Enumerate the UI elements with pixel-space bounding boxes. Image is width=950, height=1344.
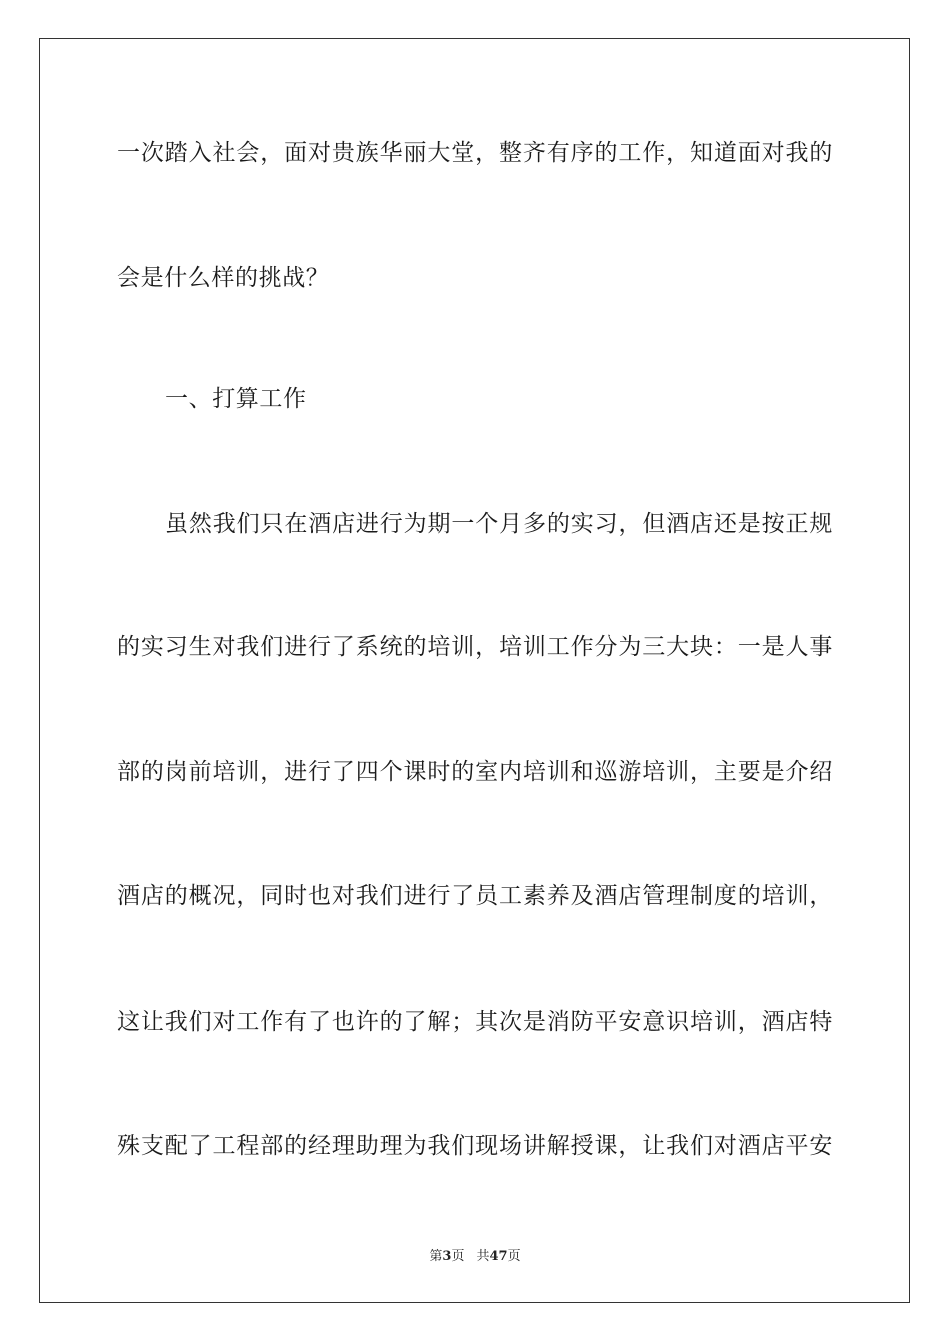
body-text-line-6: 酒店的概况，同时也对我们进行了员工素养及酒店管理制度的培训， bbox=[117, 883, 833, 909]
page-suffix: 页 bbox=[451, 1249, 465, 1264]
body-text-line-2: 会是什么样的挑战？ bbox=[117, 265, 330, 291]
total-suffix: 页 bbox=[507, 1249, 521, 1264]
total-pages: 47 bbox=[489, 1249, 508, 1264]
page-prefix: 第 bbox=[429, 1249, 443, 1264]
page-border bbox=[39, 38, 910, 1303]
total-prefix: 共 bbox=[476, 1249, 490, 1264]
body-text-line-8: 殊支配了工程部的经理助理为我们现场讲解授课，让我们对酒店平安 bbox=[117, 1133, 833, 1159]
body-text-line-4: 的实习生对我们进行了系统的培训，培训工作分为三大块：一是人事 bbox=[117, 634, 833, 660]
page-footer bbox=[0, 1248, 950, 1266]
body-text-line-3: 虽然我们只在酒店进行为期一个月多的实习，但酒店还是按正规 bbox=[165, 511, 833, 537]
section-heading: 一、打算工作 bbox=[165, 386, 307, 412]
body-text-line-1: 一次踏入社会，面对贵族华丽大堂，整齐有序的工作，知道面对我的 bbox=[117, 140, 833, 166]
body-text-line-5: 部的岗前培训，进行了四个课时的室内培训和巡游培训，主要是介绍 bbox=[117, 759, 833, 785]
page-number: 3 bbox=[442, 1249, 452, 1264]
body-text-line-7: 这让我们对工作有了也许的了解；其次是消防平安意识培训，酒店特 bbox=[117, 1009, 833, 1035]
